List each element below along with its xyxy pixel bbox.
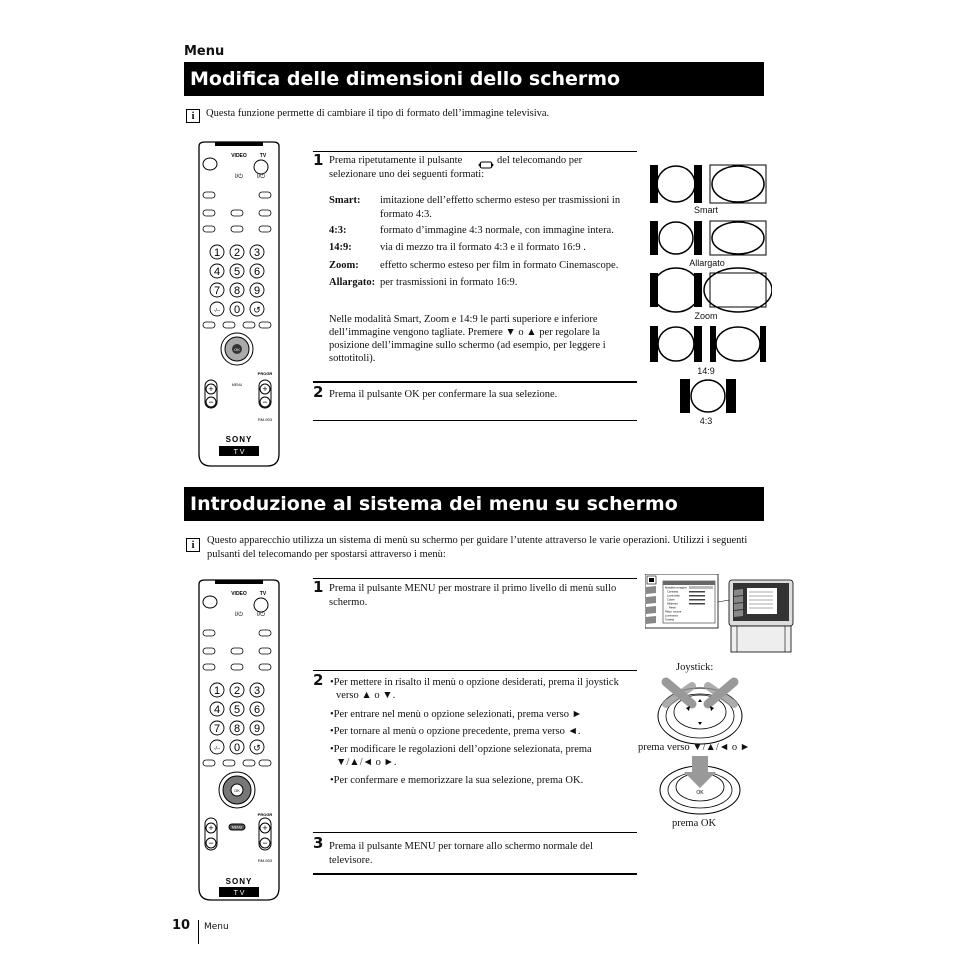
step1-note-4: sottotitoli). (329, 353, 376, 364)
tv-menu-item-7: Riduz. rumore (665, 610, 682, 614)
prema-verso-label: prema verso ▼/▲/◄ o ► (638, 742, 751, 753)
info-icon-2: i (186, 538, 200, 552)
s2-bullet-3: •Per tornare al menù o opzione precedente, prema verso ◄. (330, 726, 581, 737)
remote2-key-4: 4 (213, 704, 221, 716)
format-label-149: 14:9 (697, 366, 715, 376)
remote-key-6: 6 (253, 266, 261, 278)
s2-step2-rule (313, 670, 637, 671)
tv-menu-item-9: Tonalità (665, 618, 674, 622)
remote-key-2: 2 (233, 247, 241, 259)
joystick-ok-label: OK (696, 790, 704, 796)
svg-text:−: − (262, 838, 268, 848)
svg-text:+: + (208, 384, 214, 394)
step1-note-1: Nelle modalità Smart, Zoom e 14:9 le parti superiore e inferiore (329, 314, 598, 325)
remote-key-7: 7 (213, 285, 221, 297)
format-desc-zoom: effetto schermo esteso per film in formato Cinemascope. (380, 260, 619, 271)
step2-rule (313, 381, 637, 383)
format-desc-43: formato d’immagine 4:3 normale, con immagine intera. (380, 225, 614, 236)
remote-key-return: ↺ (253, 305, 261, 315)
format-label-smart: Smart (693, 205, 718, 215)
remote2-key-9: 9 (253, 723, 261, 735)
s2-step1-number: 1 (313, 578, 324, 596)
format-term-43: 4:3: (329, 225, 347, 236)
s2-bullet-4a: •Per modificare le regolazioni dell’opzione selezionata, prema (330, 744, 592, 755)
remote2-video-label: VIDEO (231, 591, 247, 597)
svg-text:+: + (262, 384, 268, 394)
section2-title: Introduzione al sistema dei menu su schermo (184, 487, 764, 521)
remote2-ok-label: OK (234, 788, 240, 793)
remote2-key-return: ↺ (253, 743, 261, 753)
remote2-key-dash: -/-- (213, 746, 221, 752)
section2-info-2: pulsanti del telecomando per spostarsi attraverso i menù: (207, 549, 446, 560)
s2-step1-line1: Prema il pulsante MENU per mostrare il primo livello di menù sullo (329, 583, 617, 594)
s2-step1-line2: schermo. (329, 597, 368, 608)
remote2-key-0: 0 (233, 742, 241, 754)
format-desc-allargato: per trasmissioni in formato 16:9. (380, 277, 518, 288)
format-term-allargato: Allargato: (329, 277, 376, 288)
step2-bottom-rule (313, 420, 637, 421)
remote-key-1: 1 (213, 247, 221, 259)
section2-info-1: Questo apparecchio utilizza un sistema di menù su schermo per guidare l’utente attraverso le varie operazioni. Utilizzi i seguenti (207, 535, 748, 546)
step1-rule (313, 151, 637, 152)
remote-progr-label: PROGR (257, 371, 273, 376)
s2-step3-bottom-rule (313, 873, 637, 875)
remote2-key-3: 3 (253, 685, 261, 697)
remote-key-3: 3 (253, 247, 261, 259)
format-term-149: 14:9: (329, 242, 352, 253)
remote2-menu-label: MENU (231, 825, 243, 830)
step2-number: 2 (313, 383, 324, 401)
format-label-43: 4:3 (699, 416, 713, 426)
remote-menu-label: MENU (231, 383, 243, 387)
tv-menu-item-3: Luminosità (667, 594, 680, 598)
step1-intro-b: del telecomando per (497, 155, 583, 166)
step2-text: Prema il pulsante OK per confermare la sua selezione. (329, 389, 558, 400)
tv-menu-item-8: Luminanza (665, 614, 678, 618)
tv-menu-item-2: Contrasto (667, 590, 679, 594)
format-label-allargato: Allargato (689, 258, 725, 268)
remote-key-9: 9 (253, 285, 261, 297)
remote-key-dash: -/-- (213, 308, 221, 314)
format-term-smart: Smart: (329, 195, 361, 206)
tv-menu-item-5: Nitidezza (667, 602, 678, 606)
s2-bullet-1a: •Per mettere in risalto il menù o opzione desiderati, prema il joystick (330, 677, 619, 688)
remote2-key-6: 6 (253, 704, 261, 716)
s2-bullet-5: •Per confermare e memorizzare la sua selezione, prema OK. (330, 775, 584, 786)
remote2-key-1: 1 (213, 685, 221, 697)
s2-bullet-4b: ▼/▲/◄ o ►. (336, 757, 397, 768)
s2-step3-rule (313, 832, 637, 833)
svg-text:I/⏻: I/⏻ (234, 174, 244, 180)
format-desc-smart-1: imitazione dell’effetto schermo esteso per trasmissioni in (380, 195, 621, 206)
step1-number: 1 (313, 151, 324, 169)
section1-info: Questa funzione permette di cambiare il tipo di formato dell’immagine televisiva. (206, 108, 550, 119)
tv-menu-item-1: Modalità immagine (665, 586, 687, 590)
remote2-tv-plate: T V (233, 890, 245, 897)
format-desc-smart-2: formato 4:3. (380, 209, 432, 220)
svg-text:I/⏻: I/⏻ (256, 174, 266, 180)
onscreen-menu-illustration (645, 574, 795, 658)
page-number: 10 (172, 918, 191, 933)
format-label-zoom: Zoom (694, 311, 718, 321)
remote2-model: RM-903 (257, 858, 273, 863)
remote2-key-8: 8 (233, 723, 241, 735)
remote-control-1 (193, 140, 285, 474)
remote2-progr-label: PROGR (257, 812, 273, 817)
remote-key-0: 0 (233, 304, 241, 316)
tv-menu-item-4: Colore (667, 598, 675, 602)
remote2-brand: SONY (225, 877, 253, 886)
remote-key-5: 5 (233, 266, 241, 278)
remote-control-2 (193, 578, 285, 912)
s2-step3-line1: Prema il pulsante MENU per tornare allo schermo normale del (329, 841, 593, 852)
remote-tv-label: TV (259, 153, 267, 159)
svg-text:−: − (208, 838, 214, 848)
tv-menu-item-6: Reset (669, 606, 676, 610)
section-header: Menu (184, 44, 225, 59)
remote-brand: SONY (225, 435, 253, 444)
remote2-key-5: 5 (233, 704, 241, 716)
s2-bullet-2: •Per entrare nel menù o opzione selezionati, prema verso ► (330, 709, 582, 720)
s2-bullet-1b: verso ▲ o ▼. (336, 690, 396, 701)
prema-ok-label: prema OK (672, 818, 717, 829)
remote2-tv-label: TV (259, 591, 267, 597)
section1-title: Modifica delle dimensioni dello schermo (184, 62, 764, 96)
footer-divider (198, 920, 199, 944)
step1-note-2: dell’immagine vengono tagliate. Premere ▼ o ▲ per regolare la (329, 327, 600, 338)
step1-intro-a: Prema ripetutamente il pulsante (329, 155, 463, 166)
s2-step2-number: 2 (313, 671, 324, 689)
remote-ok-label: OK (234, 347, 240, 352)
remote-video-label: VIDEO (231, 153, 247, 159)
remote-tv-plate: T V (233, 449, 245, 456)
svg-text:−: − (262, 397, 268, 407)
remote2-key-2: 2 (233, 685, 241, 697)
footer-label: Menu (204, 922, 229, 932)
step1-intro-c: selezionare uno dei seguenti formati: (329, 169, 485, 180)
remote-key-8: 8 (233, 285, 241, 297)
step1-note-3: posizione dell’immagine sullo schermo (ad esempio, per leggere i (329, 340, 606, 351)
joystick-press-illustration (656, 754, 746, 820)
format-term-zoom: Zoom: (329, 260, 359, 271)
joystick-label: Joystick: (676, 662, 714, 673)
s2-step3-number: 3 (313, 834, 324, 852)
info-icon: i (186, 109, 200, 123)
remote-key-4: 4 (213, 266, 221, 278)
s2-step3-line2: televisore. (329, 855, 373, 866)
format-desc-149: via di mezzo tra il formato 4:3 e il formato 16:9 . (380, 242, 586, 253)
remote-model: RM-903 (257, 417, 273, 422)
svg-text:−: − (208, 397, 214, 407)
svg-text:I/⏻: I/⏻ (256, 612, 266, 618)
svg-text:+: + (262, 823, 268, 833)
remote2-key-7: 7 (213, 723, 221, 735)
svg-text:+: + (208, 823, 214, 833)
s2-step1-rule (313, 578, 637, 579)
svg-text:I/⏻: I/⏻ (234, 612, 244, 618)
